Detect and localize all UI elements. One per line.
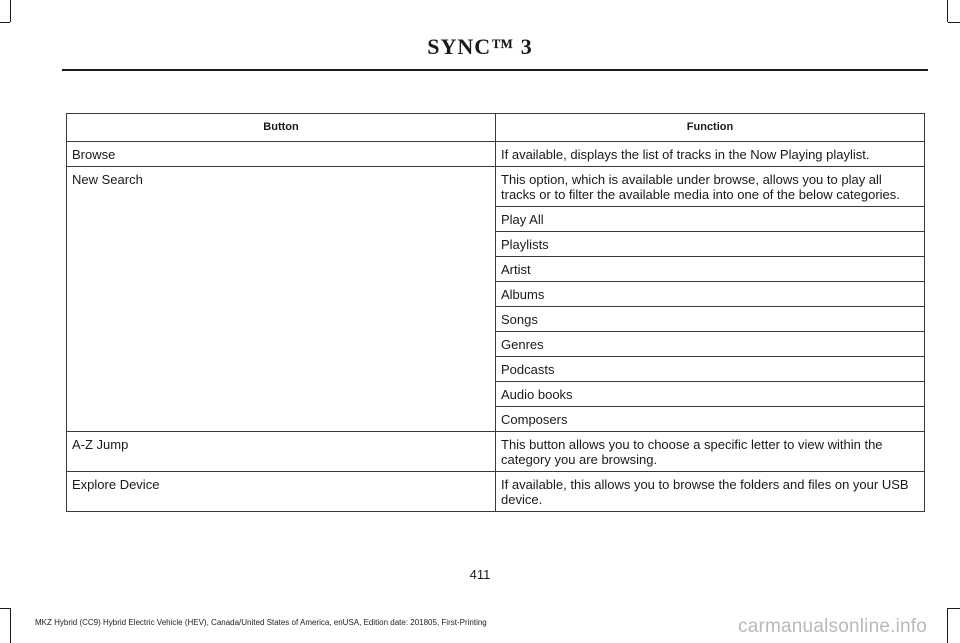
table-header-row xyxy=(67,114,925,142)
function-cell: Audio books xyxy=(496,382,925,407)
button-cell: Browse xyxy=(67,142,496,167)
crop-mark xyxy=(948,22,960,23)
footer-edition-info: MKZ Hybrid (CC9) Hybrid Electric Vehicle (HEV), Canada/United States of America, enUSA, Edition date: 201805, First-Printing xyxy=(35,618,487,627)
column-header-button: Button xyxy=(67,114,496,142)
button-cell: Explore Device xyxy=(67,472,496,512)
crop-mark xyxy=(0,22,10,23)
crop-mark xyxy=(10,0,11,22)
function-cell: If available, this allows you to browse the folders and files on your USB device. xyxy=(496,472,925,512)
page-number: 411 xyxy=(469,567,491,582)
table-row xyxy=(67,142,925,167)
function-cell: Podcasts xyxy=(496,357,925,382)
function-cell: Albums xyxy=(496,282,925,307)
table-row xyxy=(67,167,925,207)
function-cell: Artist xyxy=(496,257,925,282)
table-row xyxy=(67,472,925,512)
crop-mark xyxy=(947,0,948,22)
table-row xyxy=(67,432,925,472)
function-cell: This button allows you to choose a specific letter to view within the category you are browsing. xyxy=(496,432,925,472)
column-header-function: Function xyxy=(496,114,925,142)
crop-mark xyxy=(948,608,960,609)
crop-mark xyxy=(0,608,10,609)
function-cell: If available, displays the list of tracks in the Now Playing playlist. xyxy=(496,142,925,167)
watermark: carmanualsonline.info xyxy=(738,616,928,637)
function-cell: Play All xyxy=(496,207,925,232)
crop-mark xyxy=(947,608,948,643)
button-function-table xyxy=(66,113,925,512)
function-cell: Playlists xyxy=(496,232,925,257)
page-header-title: SYNC™ 3 xyxy=(427,34,533,59)
button-cell: New Search xyxy=(67,167,496,432)
header-divider xyxy=(62,69,928,71)
function-cell: Genres xyxy=(496,332,925,357)
crop-mark xyxy=(10,608,11,643)
button-cell: A-Z Jump xyxy=(67,432,496,472)
function-cell: Songs xyxy=(496,307,925,332)
function-cell: This option, which is available under browse, allows you to play all tracks or to filter the available media into one of the below categories. xyxy=(496,167,925,207)
function-cell: Composers xyxy=(496,407,925,432)
